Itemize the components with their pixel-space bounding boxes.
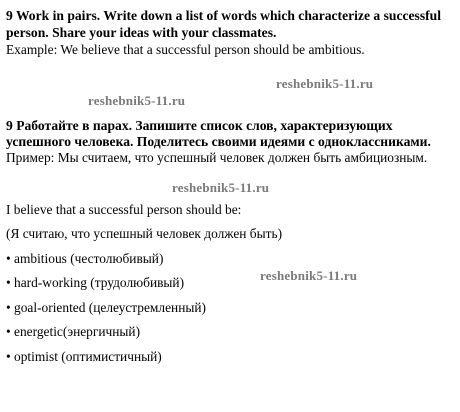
- watermark-1: reshebnik5-11.ru: [276, 76, 374, 91]
- task-en-example: Example: We believe that a successful person should be ambitious.: [6, 42, 365, 57]
- answer-list-item: • hard-working (трудолюбивый): [6, 275, 185, 290]
- task-ru-line-1: 9 Работайте в парах. Запишите список слов, характеризующих: [6, 118, 393, 133]
- task-ru-example: Пример: Мы считаем, что успешный человек должен быть амбициозным.: [6, 150, 428, 165]
- answer-intro-en: I believe that a successful person should be:: [6, 202, 242, 217]
- task-en-line-1: 9 Work in pairs. Write down a list of words which characterize a successful: [6, 8, 441, 23]
- answer-list-item: • optimist (оптимистичный): [6, 349, 162, 364]
- task-ru-line-2: успешного человека. Поделитесь своими идеями с одноклассниками.: [6, 134, 431, 149]
- answer-list-item: • energetic(энергичный): [6, 324, 141, 339]
- watermark-3: reshebnik5-11.ru: [172, 180, 270, 195]
- answer-intro-ru: (Я считаю, что успешный человек должен быть): [6, 226, 283, 241]
- answer-list-item: • ambitious (честолюбивый): [6, 251, 164, 266]
- watermark-2: reshebnik5-11.ru: [88, 93, 186, 108]
- answer-list-item: • goal-oriented (целеустремленный): [6, 300, 206, 315]
- task-en-line-2: person. Share your ideas with your classmates.: [6, 25, 277, 40]
- watermark-4: reshebnik5-11.ru: [260, 268, 358, 283]
